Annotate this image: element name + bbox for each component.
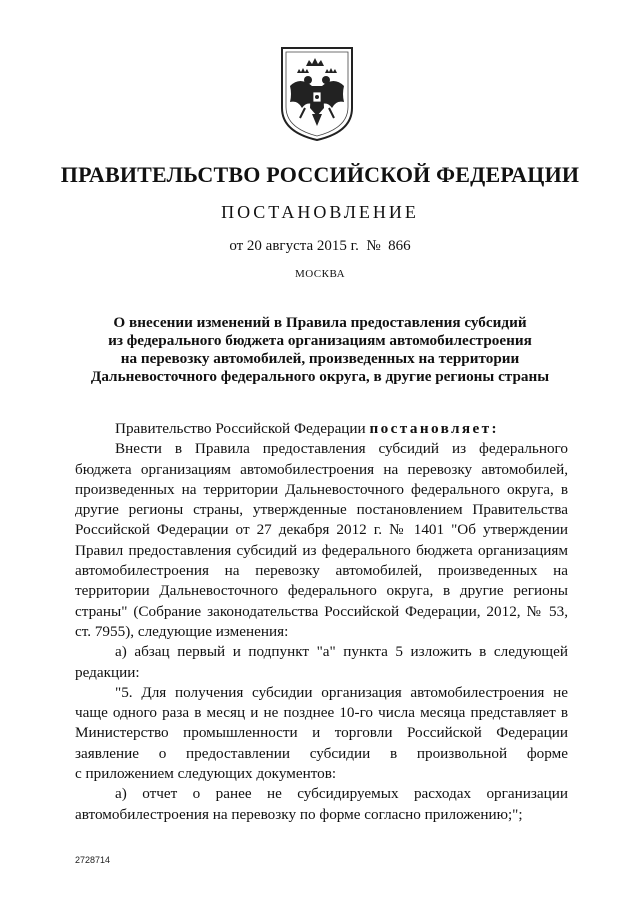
body-line: редакции: — [75, 663, 140, 681]
document-code: 2728714 — [75, 855, 111, 865]
body-line: Внести в Правила предоставления субсидий из федерального — [115, 440, 568, 458]
preamble-verb: постановляет: — [369, 420, 499, 437]
decree-title — [60, 314, 580, 386]
government-title: ПРАВИТЕЛЬСТВО РОССИЙСКОЙ ФЕДЕРАЦИИ — [60, 162, 580, 187]
body-line: заявление о предоставлении субсидии в произвольной форме — [75, 744, 568, 762]
date-number-line: от 20 августа 2015 г. № 866 — [229, 238, 411, 254]
body-line: страны" (Собрание законодательства Российской Федерации, 2012, № 53, — [75, 602, 568, 620]
body-line: произведенных на территории Дальневосточного федерального округа, в — [75, 480, 568, 498]
document-type: ПОСТАНОВЛЕНИЕ — [221, 202, 419, 222]
body-line: Российской Федерации от 27 декабря 2012 г. № 1401 "Об утверждении — [75, 521, 568, 539]
body-line: территории Дальневосточного федерального округа, в другие регионы — [75, 582, 568, 600]
decree-body — [75, 419, 568, 825]
preamble-line — [75, 419, 568, 439]
title-line: из федерального бюджета организациям автомобилестроения — [108, 332, 532, 349]
body-line: с приложением следующих документов: — [75, 765, 337, 783]
body-line: Министерство промышленности и торговли Российской Федерации — [75, 724, 568, 742]
city-name: МОСКВА — [294, 268, 346, 280]
body-line: автомобилестроения на перевозку автомобилей, произведенных на — [75, 562, 568, 580]
title-line: Дальневосточного федерального округа, в другие регионы страны — [90, 368, 550, 385]
body-line: бюджета организациям автомобилестроения на перевозку автомобилей, — [75, 460, 568, 478]
title-line: О внесении изменений в Правила предоставления субсидий — [113, 314, 527, 331]
body-line: а) отчет о ранее не субсидируемых расходах организации — [115, 785, 568, 803]
body-line: а) абзац первый и подпункт "а" пункта 5 изложить в следующей — [115, 643, 568, 661]
body-line: другие регионы страны, утвержденные постановлением Правительства — [75, 501, 568, 519]
body-line: автомобилестроения на перевозку по форме согласно приложению;"; — [75, 805, 523, 823]
body-line: Правил предоставления субсидий из федерального бюджета организациям — [75, 541, 568, 559]
body-line: "5. Для получения субсидии организация автомобилестроения не — [115, 683, 568, 701]
preamble-prefix: Правительство Российской Федерации — [115, 420, 370, 437]
title-line: на перевозку автомобилей, произведенных на территории — [120, 350, 520, 367]
coat-of-arms-icon — [278, 42, 356, 142]
body-line: чаще одного раза в месяц и не позднее 10-го числа месяца представляет в — [75, 704, 568, 722]
body-line: ст. 7955), следующие изменения: — [75, 622, 289, 640]
